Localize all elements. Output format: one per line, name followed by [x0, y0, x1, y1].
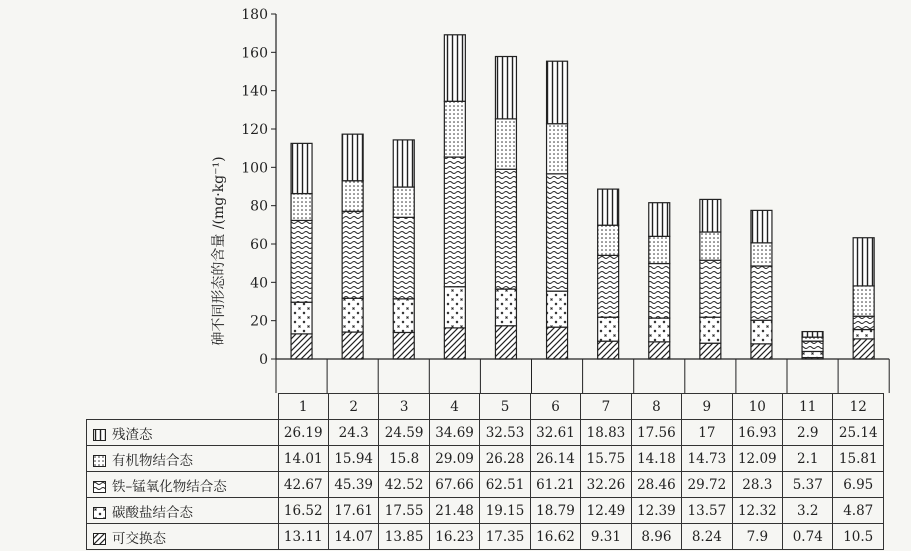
y-tick-label: 60 — [250, 237, 268, 253]
bar-segment — [495, 57, 516, 119]
bar-segment — [547, 291, 568, 327]
bar-segment — [495, 326, 516, 359]
bar-segment — [444, 101, 465, 157]
bar-segment — [751, 320, 772, 344]
bar-segment — [291, 334, 312, 359]
table-cell: 7.9 — [732, 524, 782, 550]
legend-entry — [87, 524, 279, 550]
bar-segment — [853, 339, 874, 359]
table-cell: 13.57 — [682, 498, 732, 524]
x-tick-label: 2 — [328, 394, 378, 420]
legend-swatch — [93, 533, 106, 545]
table-cell: 42.52 — [379, 472, 429, 498]
table-corner — [87, 394, 279, 420]
bar-segment — [649, 318, 670, 342]
bar-segment — [802, 337, 823, 341]
y-tick-label: 120 — [241, 122, 268, 138]
y-axis-label: 砷不同形态的含量 /(mg·kg⁻¹) — [211, 156, 227, 346]
bar-segment — [495, 289, 516, 326]
table-cell: 2.9 — [783, 420, 833, 446]
legend-entry — [87, 420, 279, 446]
table-cell: 8.96 — [631, 524, 681, 550]
bar-segment — [342, 298, 363, 332]
legend-label: 有机物结合态 — [112, 452, 193, 469]
table-cell: 45.39 — [328, 472, 378, 498]
table-cell: 17 — [682, 420, 732, 446]
bar-segment — [393, 187, 414, 217]
y-tick-label: 180 — [241, 7, 268, 23]
table-cell: 18.79 — [530, 498, 580, 524]
y-tick-label: 20 — [250, 313, 268, 330]
bar-segment — [547, 61, 568, 124]
table-cell: 29.72 — [682, 472, 732, 498]
bar-segment — [853, 330, 874, 339]
table-cell: 19.15 — [480, 498, 530, 524]
bar-segment — [342, 332, 363, 359]
bar-segment — [853, 286, 874, 316]
bar-segment — [853, 316, 874, 329]
table-cell: 14.73 — [682, 446, 732, 472]
table-cell: 10.5 — [833, 524, 884, 550]
bar-segment — [444, 35, 465, 101]
table-cell: 26.14 — [530, 446, 580, 472]
legend-label: 碳酸盐结合态 — [112, 504, 193, 521]
bar-segment — [598, 317, 619, 341]
legend-label: 残渣态 — [112, 426, 153, 443]
legend-swatch — [93, 507, 106, 519]
bar-segment — [649, 236, 670, 263]
table-cell: 9.31 — [581, 524, 631, 550]
table-row — [87, 524, 884, 550]
table-cell: 12.39 — [631, 498, 681, 524]
table-cell: 28.3 — [732, 472, 782, 498]
table-row — [87, 472, 884, 498]
table-cell: 25.14 — [833, 420, 884, 446]
table-cell: 16.52 — [278, 498, 328, 524]
bar-segment — [444, 157, 465, 287]
table-cell: 2.1 — [783, 446, 833, 472]
y-tick-label: 140 — [241, 83, 268, 100]
table-cell: 15.75 — [581, 446, 631, 472]
table-cell: 5.37 — [783, 472, 833, 498]
table-cell: 24.3 — [328, 420, 378, 446]
bar-segment — [700, 343, 721, 359]
table-cell: 32.61 — [530, 420, 580, 446]
table-cell: 12.09 — [732, 446, 782, 472]
legend-label: 铁–锰氧化物结合态 — [112, 478, 227, 495]
table-cell: 6.95 — [833, 472, 884, 498]
table-cell: 61.21 — [530, 472, 580, 498]
table-row — [87, 498, 884, 524]
bar-segment — [802, 332, 823, 338]
bar-segment — [393, 217, 414, 298]
bar-segment — [393, 140, 414, 187]
legend-swatch — [93, 481, 106, 493]
bar-segment — [649, 264, 670, 319]
data-table — [86, 393, 884, 550]
table-cell: 32.26 — [581, 472, 631, 498]
table-cell: 16.93 — [732, 420, 782, 446]
bar-segment — [495, 119, 516, 169]
x-tick-label: 9 — [682, 394, 732, 420]
y-tick-label: 100 — [241, 160, 268, 177]
bar-segment — [802, 341, 823, 351]
table-cell: 4.87 — [833, 498, 884, 524]
bar-segment — [291, 220, 312, 302]
table-cell: 62.51 — [480, 472, 530, 498]
x-category-row — [87, 394, 884, 420]
bar-segment — [751, 243, 772, 266]
bar-segment — [444, 328, 465, 359]
table-cell: 12.49 — [581, 498, 631, 524]
table-cell: 26.19 — [278, 420, 328, 446]
table-cell: 32.53 — [480, 420, 530, 446]
bar-segment — [291, 302, 312, 334]
x-tick-label: 8 — [631, 394, 681, 420]
bar-segment — [291, 194, 312, 221]
table-cell: 26.28 — [480, 446, 530, 472]
x-tick-label: 4 — [429, 394, 479, 420]
bars-group — [291, 35, 874, 359]
bar-segment — [802, 351, 823, 357]
legend-label: 可交换态 — [112, 530, 166, 547]
x-tick-label: 11 — [783, 394, 833, 420]
table-cell: 3.2 — [783, 498, 833, 524]
bar-segment — [751, 344, 772, 359]
table-cell: 15.81 — [833, 446, 884, 472]
x-tick-label: 10 — [732, 394, 782, 420]
bar-segment — [700, 260, 721, 317]
bar-segment — [751, 266, 772, 320]
bar-segment — [393, 299, 414, 333]
bar-segment — [598, 341, 619, 359]
table-cell: 29.09 — [429, 446, 479, 472]
bar-segment — [700, 199, 721, 232]
bar-segment — [444, 287, 465, 328]
table-cell: 24.59 — [379, 420, 429, 446]
y-tick-label: 0 — [259, 352, 268, 368]
table-cell: 28.46 — [631, 472, 681, 498]
table-cell: 0.74 — [783, 524, 833, 550]
table-cell: 17.56 — [631, 420, 681, 446]
table-cell: 13.11 — [278, 524, 328, 550]
legend-entry — [87, 446, 279, 472]
bar-segment — [700, 317, 721, 343]
x-tick-label: 1 — [278, 394, 328, 420]
x-tick-label: 3 — [379, 394, 429, 420]
table-cell: 16.23 — [429, 524, 479, 550]
bar-segment — [342, 181, 363, 212]
table-cell: 67.66 — [429, 472, 479, 498]
legend-entry — [87, 498, 279, 524]
bar-segment — [547, 327, 568, 359]
y-tick-label: 40 — [250, 275, 268, 292]
table-cell: 17.35 — [480, 524, 530, 550]
bar-segment — [649, 342, 670, 359]
x-tick-label: 5 — [480, 394, 530, 420]
bar-segment — [598, 255, 619, 317]
table-cell: 14.07 — [328, 524, 378, 550]
table-cell: 21.48 — [429, 498, 479, 524]
x-axis-separators — [276, 359, 889, 393]
bar-segment — [598, 189, 619, 225]
table-cell: 14.01 — [278, 446, 328, 472]
table-cell: 16.62 — [530, 524, 580, 550]
table-cell: 34.69 — [429, 420, 479, 446]
bar-segment — [751, 210, 772, 242]
bar-segment — [853, 238, 874, 286]
bar-segment — [547, 124, 568, 174]
bar-segment — [342, 211, 363, 298]
legend-swatch — [93, 429, 106, 441]
bar-segment — [291, 143, 312, 193]
bar-segment — [495, 169, 516, 289]
y-tick-label: 80 — [250, 198, 268, 215]
bar-segment — [342, 134, 363, 181]
x-tick-label: 6 — [530, 394, 580, 420]
bar-segment — [393, 332, 414, 359]
table-cell: 14.18 — [631, 446, 681, 472]
legend-swatch — [93, 455, 106, 467]
table-cell: 15.8 — [379, 446, 429, 472]
table-cell: 12.32 — [732, 498, 782, 524]
table-cell: 15.94 — [328, 446, 378, 472]
table-cell: 13.85 — [379, 524, 429, 550]
bar-segment — [547, 174, 568, 291]
bar-segment — [598, 225, 619, 255]
x-tick-label: 12 — [833, 394, 884, 420]
table-cell: 8.24 — [682, 524, 732, 550]
table-cell: 18.83 — [581, 420, 631, 446]
legend-entry — [87, 472, 279, 498]
table-row — [87, 446, 884, 472]
table-cell: 17.55 — [379, 498, 429, 524]
y-axis-ticks — [241, 7, 276, 368]
table-row — [87, 420, 884, 446]
table-cell: 17.61 — [328, 498, 378, 524]
bar-segment — [700, 232, 721, 260]
bar-segment — [649, 203, 670, 237]
x-tick-label: 7 — [581, 394, 631, 420]
table-cell: 42.67 — [278, 472, 328, 498]
y-tick-label: 160 — [241, 45, 268, 62]
